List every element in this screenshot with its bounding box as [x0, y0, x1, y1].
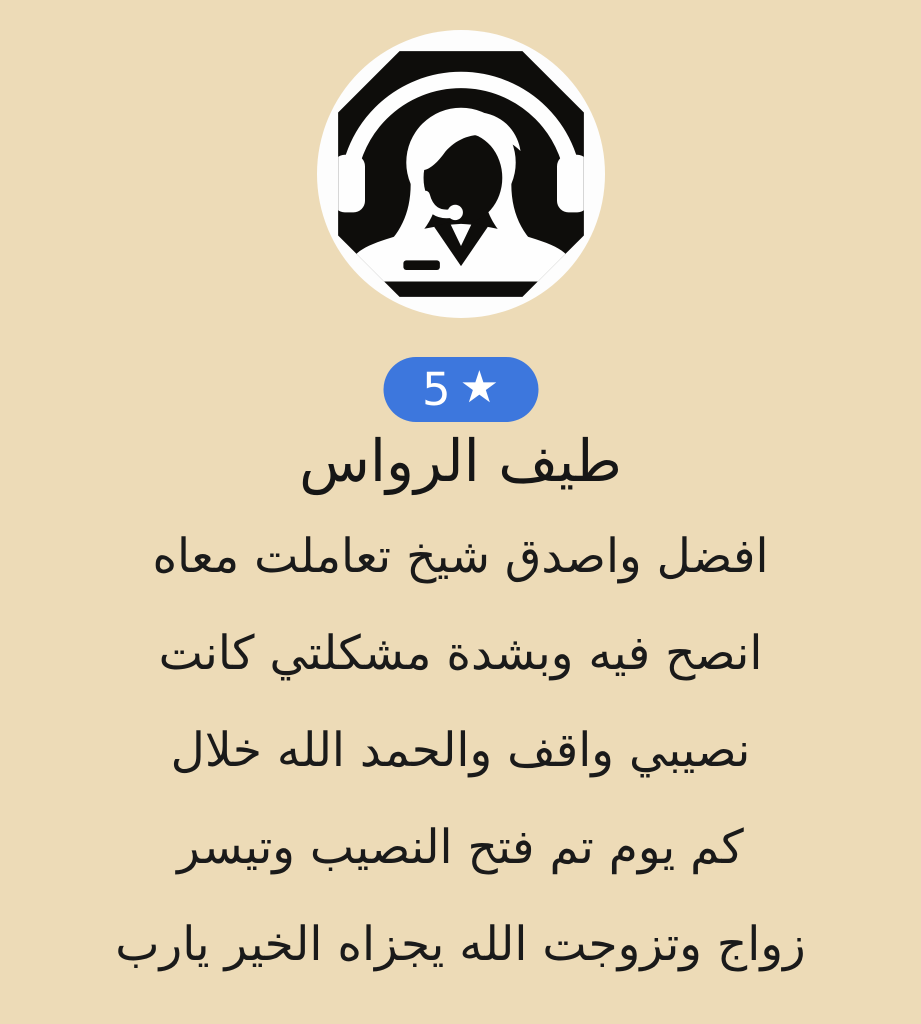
star-icon: ★: [459, 361, 500, 413]
rating-badge: [383, 357, 538, 422]
review-line-3: نصيبي واقف والحمد الله خلال: [170, 723, 751, 778]
review-line-5: زواج وتزوجت الله يجزاه الخير يارب: [115, 917, 806, 972]
rating-value: 5: [421, 363, 451, 416]
avatar: [317, 30, 605, 318]
review-line-4: كم يوم تم فتح النصيب وتيسر: [177, 820, 744, 875]
support-agent-icon: [317, 30, 605, 318]
reviewer-name: طيف الرواس: [299, 427, 622, 495]
review-line-1: افضل واصدق شيخ تعاملت معاه: [152, 529, 769, 584]
review-text: [0, 508, 921, 993]
review-line-2: انصح فيه وبشدة مشكلتي كانت: [158, 626, 763, 681]
